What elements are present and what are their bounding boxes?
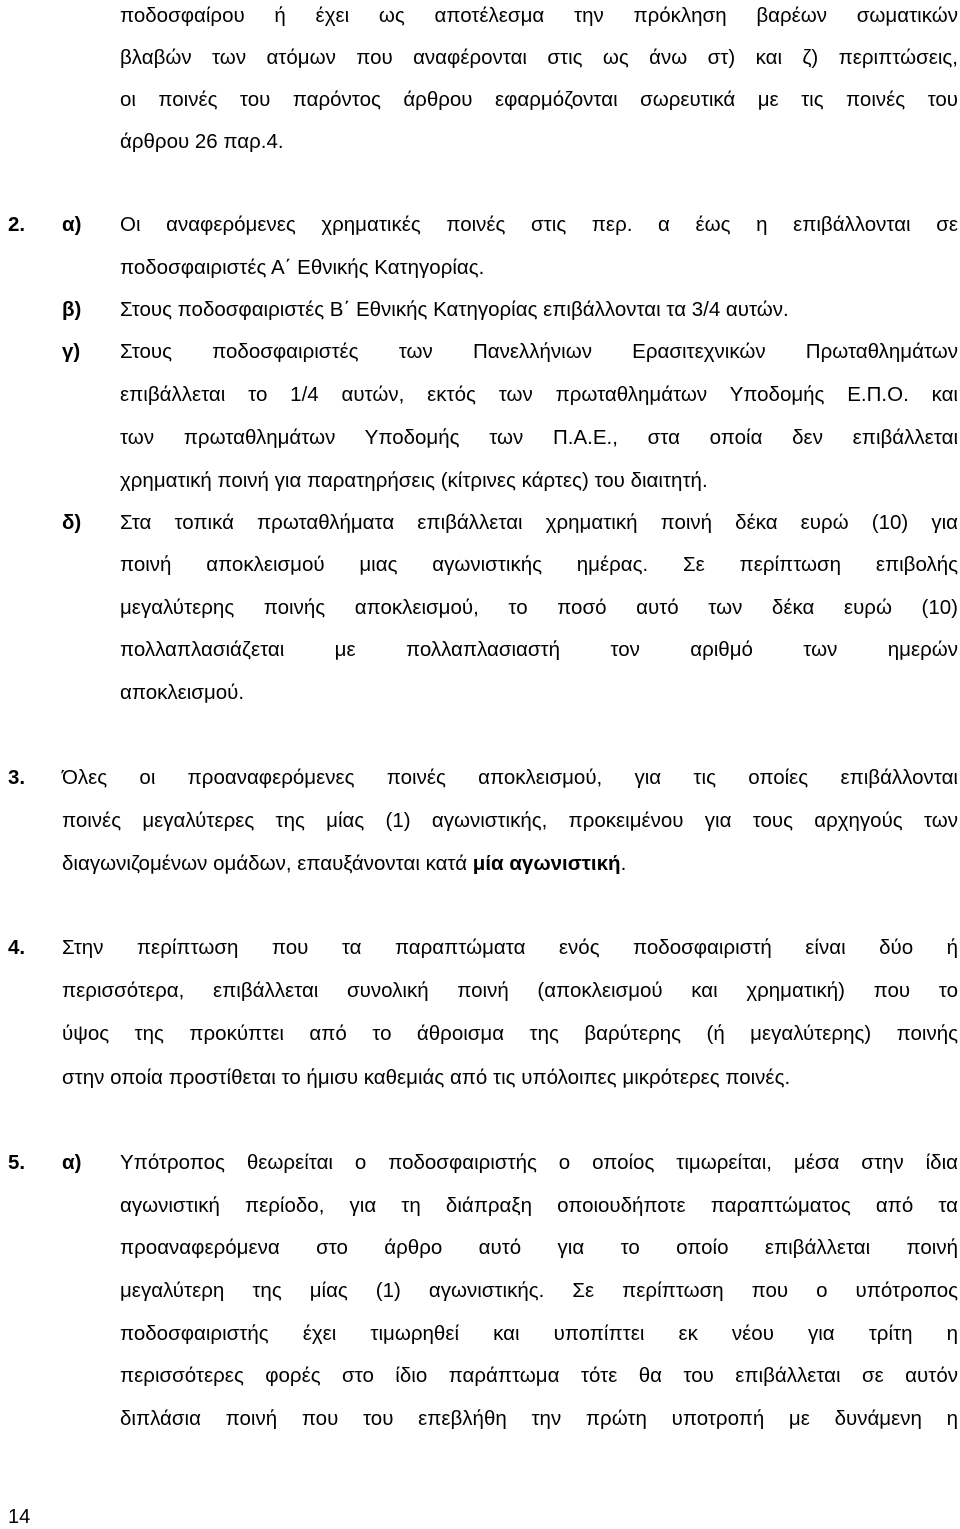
section-2-item-b-line-1: Στους ποδοσφαιριστές Β΄ Εθνικής Κατηγορίας επιβάλλονται τα 3/4 αυτών. [120,298,789,321]
intro-line-3: οι ποινές του παρόντος άρθρου εφαρμόζονται σωρευτικά με τις ποινές του [120,88,958,111]
section-5-line-7: διπλάσια ποινή που του επεβλήθη την πρώτη υποτροπή με δυνάμενη η [120,1407,958,1430]
section-2-item-d-line-4: πολλαπλασιάζεται με πολλαπλασιαστή τον αριθμό των ημερών [120,638,958,661]
section-3-line-3 [62,852,626,876]
section-5-line-1: Υπότροπος θεωρείται ο ποδοσφαιριστής ο οποίος τιμωρείται, μέσα στην ίδια [120,1151,958,1174]
section-2-item-d-line-3: μεγαλύτερης ποινής αποκλεισμού, το ποσό αυτό των δέκα ευρώ (10) [120,596,958,619]
section-2-item-c-line-3: των πρωταθλημάτων Υποδομής των Π.Α.Ε., στα οποία δεν επιβάλλεται [120,426,958,449]
section-3-line-3-suffix: . [620,852,627,875]
section-2-item-b-label: β) [62,298,82,321]
section-2-item-c-label: γ) [62,340,81,363]
section-4-line-1: Στην περίπτωση που τα παραπτώματα ενός ποδοσφαιριστή είναι δύο ή [62,936,958,959]
section-4-number: 4. [8,936,26,959]
section-2-number: 2. [8,213,26,236]
intro-line-1: ποδοσφαίρου ή έχει ως αποτέλεσμα την πρόκληση βαρέων σωματικών [120,4,958,27]
intro-line-4: άρθρου 26 παρ.4. [120,130,284,153]
section-4-line-3: ύψος της προκύπτει από το άθροισμα της βαρύτερης (ή μεγαλύτερης) ποινής [62,1022,958,1045]
section-2-item-d-line-5: αποκλεισμού. [120,681,245,704]
section-5-line-6: περισσότερες φορές στο ίδιο παράπτωμα τότε θα του επιβάλλεται σε αυτόν [120,1364,958,1387]
section-4-line-2: περισσότερα, επιβάλλεται συνολική ποινή (αποκλεισμού και χρηματική) που το [62,979,958,1002]
page-number: 14 [8,1506,31,1528]
section-5-number: 5. [8,1151,26,1174]
section-3-line-2: ποινές μεγαλύτερες της μίας (1) αγωνιστικής, προκειμένου για τους αρχηγούς των [62,809,958,832]
section-2-item-a-label: α) [62,213,82,236]
section-2-item-c-line-1: Στους ποδοσφαιριστές των Πανελλήνιων Ερασιτεχνικών Πρωταθλημάτων [120,340,958,363]
section-5-line-4: μεγαλύτερη της μίας (1) αγωνιστικής. Σε περίπτωση που ο υπότροπος [120,1279,958,1302]
section-2-item-d-label: δ) [62,511,82,534]
section-3-emphasis: μία αγωνιστική [472,852,621,875]
section-5-line-2: αγωνιστική περίοδο, για τη διάπραξη οποιουδήποτε παραπτώματος από τα [120,1194,958,1217]
section-3-line-3-prefix: διαγωνιζομένων ομάδων, επαυξάνονται κατά [62,852,473,875]
section-2-item-d-line-2: ποινή αποκλεισμού μιας αγωνιστικής ημέρας. Σε περίπτωση επιβολής [120,553,958,576]
section-2-item-c-line-2: επιβάλλεται το 1/4 αυτών, εκτός των πρωταθλημάτων Υποδομής Ε.Π.Ο. και [120,383,958,406]
section-2-item-c-line-4: χρηματική ποινή για παρατηρήσεις (κίτρινες κάρτες) του διαιτητή. [120,469,708,492]
section-5-item-a-label: α) [62,1151,82,1174]
section-4-line-4: στην οποία προστίθεται το ήμισυ καθεμιάς από τις υπόλοιπες μικρότερες ποινές. [62,1066,791,1089]
section-5-line-5: ποδοσφαιριστής έχει τιμωρηθεί και υποπίπτει εκ νέου για τρίτη η [120,1322,958,1345]
section-2-item-d-line-1: Στα τοπικά πρωταθλήματα επιβάλλεται χρηματική ποινή δέκα ευρώ (10) για [120,511,958,534]
section-3-number: 3. [8,766,26,789]
section-2-item-a-line-2: ποδοσφαιριστές Α΄ Εθνικής Κατηγορίας. [120,256,485,279]
section-2-item-a-line-1: Οι αναφερόμενες χρηματικές ποινές στις περ. α έως η επιβάλλονται σε [120,213,958,236]
section-3-line-1: Όλες οι προαναφερόμενες ποινές αποκλεισμού, για τις οποίες επιβάλλονται [62,766,958,789]
section-5-line-3: προαναφερόμενα στο άρθρο αυτό για το οποίο επιβάλλεται ποινή [120,1236,958,1259]
intro-line-2: βλαβών των ατόμων που αναφέρονται στις ως άνω στ) και ζ) περιπτώσεις, [120,46,958,69]
